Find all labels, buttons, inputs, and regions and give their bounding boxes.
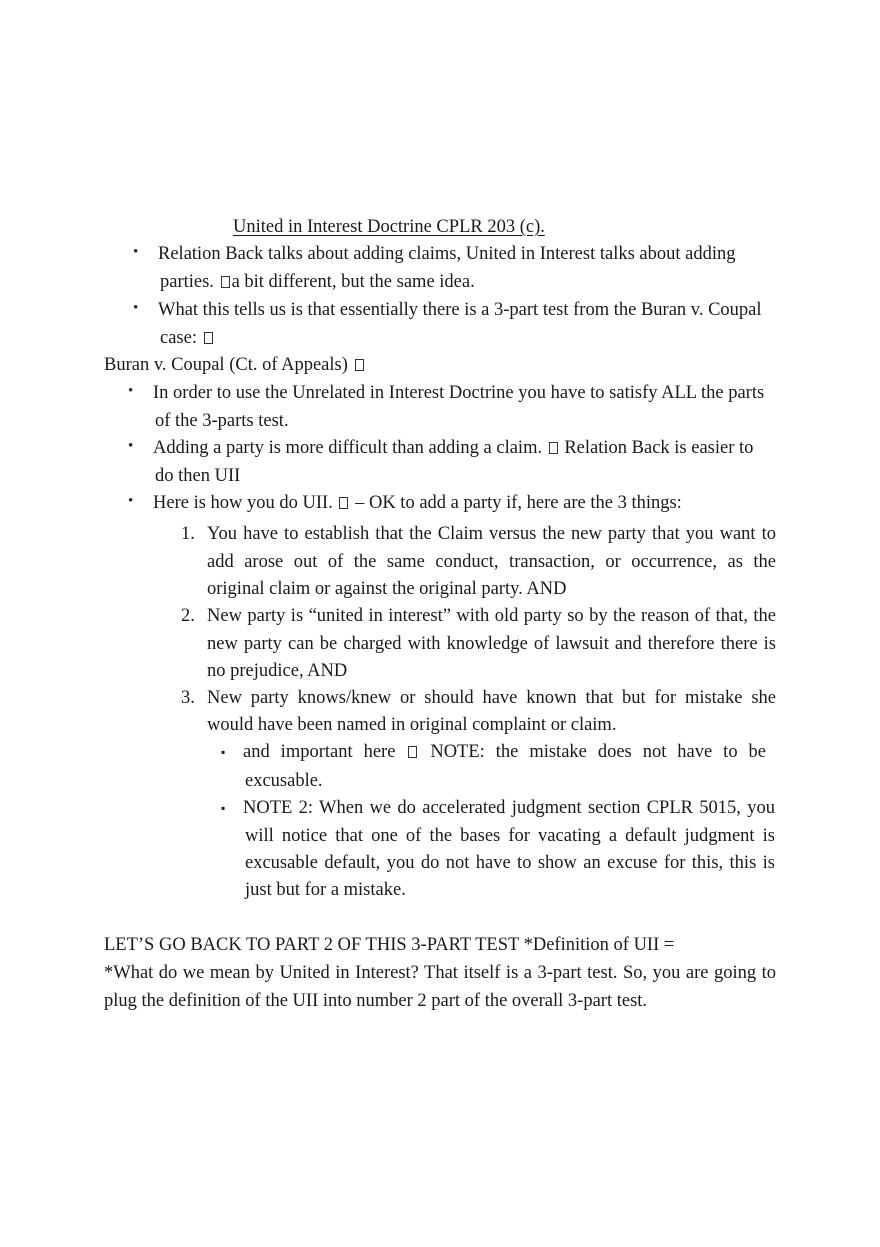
missing-glyph-icon bbox=[355, 359, 364, 371]
sub-bullet-2-line-2: will notice that one of the bases for vacating a default judgment is bbox=[245, 826, 775, 846]
numbered-item-1-line-1: You have to establish that the Claim versus the new party that you want to bbox=[207, 524, 776, 544]
sub-bullet-1-line-2: excusable. bbox=[245, 771, 323, 791]
missing-glyph-icon bbox=[549, 442, 558, 454]
bullet-dot: • bbox=[128, 383, 134, 399]
square-bullet: ▪ bbox=[221, 801, 226, 815]
numbered-item-2-line-1: New party is “united in interest” with old party so by the reason of that, the bbox=[207, 606, 776, 626]
closing-line-3: plug the definition of the UII into number 2 part of the overall 3-part test. bbox=[104, 991, 648, 1011]
case-bullet-1-line-2: of the 3-parts test. bbox=[155, 411, 289, 431]
intro-bullet-2-text: case: bbox=[160, 328, 202, 348]
numbered-item-3-line-1: New party knows/knew or should have known that but for mistake she bbox=[207, 688, 776, 708]
list-number: 1. bbox=[181, 524, 195, 544]
bullet-dot: • bbox=[128, 438, 134, 454]
numbered-item-3-line-2: would have been named in original complaint or claim. bbox=[207, 715, 617, 735]
numbered-item-2-line-2: new party can be charged with knowledge of lawsuit and therefore there is bbox=[207, 634, 776, 654]
case-heading-text: Buran v. Coupal (Ct. of Appeals) bbox=[104, 355, 353, 375]
bullet-dot: • bbox=[133, 300, 139, 316]
sub-bullet-2-line-1: NOTE 2: When we do accelerated judgment section CPLR 5015, you bbox=[243, 798, 775, 818]
case-bullet-3-line-1 bbox=[153, 492, 682, 514]
case-heading bbox=[104, 354, 366, 376]
intro-bullet-2-line-2 bbox=[160, 327, 215, 349]
case-bullet-2-line-1 bbox=[153, 437, 753, 459]
closing-line-1: LET’S GO BACK TO PART 2 OF THIS 3-PART TEST *Definition of UII = bbox=[104, 935, 675, 955]
intro-bullet-2-line-1: What this tells us is that essentially there is a 3-part test from the Buran v. Coupal bbox=[158, 300, 762, 320]
bullet-dot: • bbox=[133, 244, 139, 260]
sub-bullet-2-line-3: excusable default, you do not have to show an excuse for this, this is bbox=[245, 853, 775, 873]
case-bullet-2-line-2: do then UII bbox=[155, 466, 241, 486]
intro-bullet-1-line-2 bbox=[160, 271, 475, 293]
intro-bullet-1-text-b: a bit different, but the same idea. bbox=[231, 272, 475, 292]
numbered-item-1-line-3: original claim or against the original party. AND bbox=[207, 579, 567, 599]
sub-bullet-1-text-b: NOTE: the mistake does not have to be bbox=[419, 742, 766, 762]
intro-bullet-1-text-a: parties. bbox=[160, 272, 219, 292]
list-number: 3. bbox=[181, 688, 195, 708]
missing-glyph-icon bbox=[204, 332, 213, 344]
case-bullet-3-text-a: Here is how you do UII. bbox=[153, 493, 338, 513]
case-bullet-2-text-b: Relation Back is easier to bbox=[559, 438, 754, 458]
bullet-dot: • bbox=[128, 493, 134, 509]
list-number: 2. bbox=[181, 606, 195, 626]
intro-bullet-1-line-1: Relation Back talks about adding claims, United in Interest talks about adding bbox=[158, 244, 736, 264]
sub-bullet-1-text-a: and important here bbox=[243, 742, 407, 762]
missing-glyph-icon bbox=[221, 276, 230, 288]
numbered-item-1-line-2: add arose out of the same conduct, transaction, or occurrence, as the bbox=[207, 552, 776, 572]
case-bullet-3-text-b: – OK to add a party if, here are the 3 things: bbox=[350, 493, 682, 513]
case-bullet-2-text-a: Adding a party is more difficult than adding a claim. bbox=[153, 438, 547, 458]
case-bullet-1-line-1: In order to use the Unrelated in Interest Doctrine you have to satisfy ALL the parts bbox=[153, 383, 765, 403]
missing-glyph-icon bbox=[408, 746, 417, 758]
numbered-item-2-line-3: no prejudice, AND bbox=[207, 661, 348, 681]
document-title: United in Interest Doctrine CPLR 203 (c). bbox=[233, 217, 545, 237]
square-bullet: ▪ bbox=[221, 745, 226, 759]
sub-bullet-1-line-1 bbox=[243, 741, 766, 763]
closing-line-2: *What do we mean by United in Interest? That itself is a 3-part test. So, you are going to bbox=[104, 963, 776, 983]
sub-bullet-2-line-4: just but for a mistake. bbox=[245, 880, 406, 900]
missing-glyph-icon bbox=[339, 497, 348, 509]
